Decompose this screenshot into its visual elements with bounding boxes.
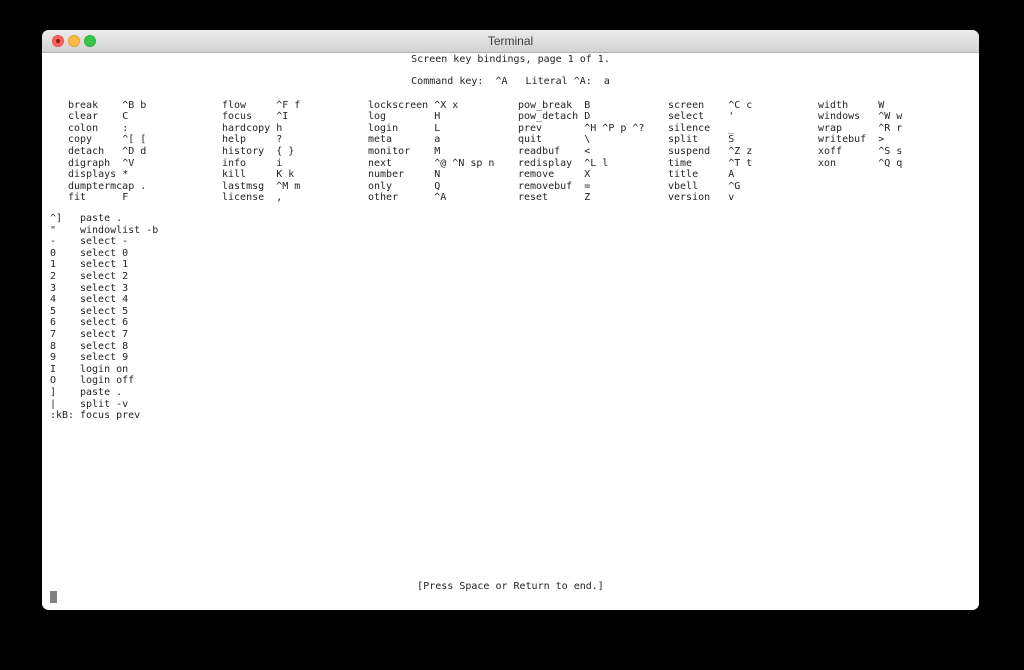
binding-entry xyxy=(368,99,459,112)
binding-keys: ^S s xyxy=(878,145,903,157)
binding-command: only xyxy=(368,180,393,192)
binding-entry xyxy=(518,169,591,181)
binding-entry xyxy=(818,157,903,170)
key-list-row xyxy=(42,213,979,225)
binding-keys: i xyxy=(276,157,283,169)
binding-command: removebuf xyxy=(518,180,573,192)
binding-command: windows xyxy=(818,111,861,123)
key-char: 6 xyxy=(50,317,57,329)
binding-keys: ' xyxy=(728,111,735,123)
binding-entry xyxy=(368,192,447,204)
binding-command: displays xyxy=(68,169,117,181)
binding-entry xyxy=(222,180,301,193)
key-char: 7 xyxy=(50,329,57,340)
binding-command: break xyxy=(68,99,99,111)
key-action: paste . xyxy=(80,213,123,224)
key-action: select - xyxy=(80,236,129,248)
binding-entry xyxy=(222,111,289,123)
binding-entry xyxy=(68,111,129,123)
key-list-row xyxy=(42,259,979,271)
binding-command: writebuf xyxy=(818,134,867,146)
binding-keys: ^R r xyxy=(878,122,903,134)
binding-keys: > xyxy=(878,134,885,146)
binding-entry xyxy=(668,169,735,181)
binding-command: history xyxy=(222,145,265,157)
key-char: 8 xyxy=(50,340,57,352)
binding-entry xyxy=(518,99,591,112)
binding-entry xyxy=(68,180,147,193)
key-list-row xyxy=(42,306,979,318)
key-action: select 8 xyxy=(80,340,129,352)
binding-keys: ^F f xyxy=(276,99,301,111)
binding-keys: ? xyxy=(276,134,283,146)
binding-keys: * xyxy=(122,169,129,181)
binding-command: clear xyxy=(68,111,99,123)
binding-entry xyxy=(818,145,903,158)
binding-keys: ^B b xyxy=(122,99,147,111)
binding-entry xyxy=(68,157,135,170)
binding-entry xyxy=(68,122,129,135)
binding-command: kill xyxy=(222,169,247,181)
binding-command: split xyxy=(668,134,699,146)
binding-keys: ^[ [ xyxy=(122,134,147,146)
binding-command: digraph xyxy=(68,157,111,169)
key-action: paste . xyxy=(80,387,123,398)
binding-entry xyxy=(222,99,301,112)
binding-entry xyxy=(368,134,441,146)
traffic-lights xyxy=(52,35,96,47)
key-char: ] xyxy=(50,387,57,398)
binding-keys: F xyxy=(122,192,129,204)
key-action: login off xyxy=(80,375,135,387)
binding-entry xyxy=(518,145,591,158)
binding-entry xyxy=(518,111,591,123)
binding-entry xyxy=(222,134,283,146)
binding-entry xyxy=(368,111,441,123)
binding-keys: a xyxy=(434,134,441,146)
binding-keys: A xyxy=(728,169,735,181)
binding-keys: , xyxy=(276,192,283,204)
key-list-row xyxy=(42,410,979,422)
binding-keys: X xyxy=(584,169,591,181)
binding-command: prev xyxy=(518,122,543,134)
binding-keys: ^@ ^N sp n xyxy=(434,157,495,169)
binding-command: license xyxy=(222,192,265,204)
binding-entry xyxy=(68,192,129,204)
key-action: select 9 xyxy=(80,352,129,364)
binding-command: hardcopy xyxy=(222,122,271,134)
binding-entry xyxy=(668,180,741,193)
binding-keys: B xyxy=(584,99,591,111)
binding-entry xyxy=(668,157,753,170)
binding-keys: ^Z z xyxy=(728,145,753,157)
key-action: select 7 xyxy=(80,329,129,340)
binding-keys: M xyxy=(434,145,441,157)
binding-entry xyxy=(818,134,885,146)
key-action: select 3 xyxy=(80,282,129,294)
binding-entry xyxy=(668,192,735,204)
zoom-button[interactable] xyxy=(84,35,96,47)
binding-keys: ^T t xyxy=(728,157,753,169)
binding-entry xyxy=(518,122,645,135)
binding-entry xyxy=(222,169,295,181)
binding-entry xyxy=(222,145,295,158)
binding-keys: v xyxy=(728,192,735,204)
binding-entry xyxy=(818,122,903,135)
binding-command: pow_break xyxy=(518,99,573,111)
key-action: select 2 xyxy=(80,271,129,282)
binding-keys: ^C c xyxy=(728,99,753,111)
binding-keys: L xyxy=(434,122,441,134)
binding-keys: ^I xyxy=(276,111,289,123)
key-char: 3 xyxy=(50,282,57,294)
binding-command: info xyxy=(222,157,247,169)
key-char: 0 xyxy=(50,247,57,259)
binding-keys: _ xyxy=(728,122,735,134)
binding-keys: ^L l xyxy=(584,157,609,169)
binding-command: remove xyxy=(518,169,555,181)
binding-keys: ^M m xyxy=(276,180,301,192)
key-char: I xyxy=(50,363,57,375)
binding-command: flow xyxy=(222,99,247,111)
binding-keys: ^H ^P p ^? xyxy=(584,122,645,134)
terminal-cursor xyxy=(50,591,57,603)
binding-entry xyxy=(68,169,129,181)
binding-command: screen xyxy=(668,99,705,111)
binding-command: lockscreen xyxy=(368,99,429,111)
binding-command: next xyxy=(368,157,393,169)
key-char: | xyxy=(50,398,57,410)
command-key-line: Command key: ^A Literal ^A: a xyxy=(411,76,610,87)
binding-command: login xyxy=(368,122,399,134)
binding-entry xyxy=(668,134,735,146)
key-char: " xyxy=(50,224,57,236)
binding-command: wrap xyxy=(818,122,843,134)
key-char: ^] xyxy=(50,213,63,224)
binding-command: log xyxy=(368,111,387,123)
key-char: 1 xyxy=(50,259,57,271)
key-action: select 4 xyxy=(80,294,129,306)
binding-keys: ^W w xyxy=(878,111,903,123)
binding-keys: K k xyxy=(276,169,295,181)
key-char: - xyxy=(50,236,57,248)
key-list-row xyxy=(42,225,979,237)
binding-entry xyxy=(368,122,441,135)
key-action: split -v xyxy=(80,398,129,410)
key-list-row xyxy=(42,399,979,411)
binding-entry xyxy=(668,111,735,123)
binding-keys: ^D d xyxy=(122,145,147,157)
binding-command: version xyxy=(668,192,711,204)
binding-entry xyxy=(68,134,147,146)
binding-entry xyxy=(222,192,283,204)
key-char: 4 xyxy=(50,294,57,306)
binding-entry xyxy=(518,157,609,170)
binding-entry xyxy=(518,180,591,193)
binding-command: other xyxy=(368,192,399,204)
terminal-screen[interactable] xyxy=(42,53,979,610)
binding-keys: : xyxy=(122,122,129,134)
binding-keys: ^X x xyxy=(434,99,459,111)
binding-command: monitor xyxy=(368,145,411,157)
binding-command: silence xyxy=(668,122,711,134)
binding-keys: < xyxy=(584,145,591,157)
binding-command: colon xyxy=(68,122,99,134)
binding-keys: N xyxy=(434,169,441,181)
binding-keys: ^A xyxy=(434,192,447,204)
binding-keys: { } xyxy=(276,145,295,157)
binding-command: reset xyxy=(518,192,549,204)
titlebar[interactable] xyxy=(42,30,979,53)
binding-command: focus xyxy=(222,111,253,123)
binding-entry xyxy=(518,192,591,204)
key-list-row xyxy=(42,329,979,341)
key-char: 2 xyxy=(50,271,57,282)
binding-command: number xyxy=(368,169,405,181)
binding-keys: ^Q q xyxy=(878,157,903,169)
binding-command: dumptermcap xyxy=(68,180,135,192)
binding-keys: . xyxy=(140,180,147,192)
key-list-row xyxy=(42,341,979,353)
binding-keys: Q xyxy=(434,180,441,192)
key-action: select 5 xyxy=(80,305,129,317)
binding-entry xyxy=(222,157,283,170)
binding-entry xyxy=(368,145,441,158)
binding-command: width xyxy=(818,99,849,111)
key-action: select 0 xyxy=(80,247,129,259)
binding-entry xyxy=(368,180,441,193)
key-list-row xyxy=(42,294,979,306)
binding-entry xyxy=(68,145,147,158)
binding-keys: = xyxy=(584,180,591,192)
binding-entry xyxy=(68,99,147,112)
binding-command: lastmsg xyxy=(222,180,265,192)
binding-keys: h xyxy=(276,122,283,134)
binding-keys: Z xyxy=(584,192,591,204)
binding-command: time xyxy=(668,157,693,169)
key-list-row xyxy=(42,271,979,283)
binding-command: xoff xyxy=(818,145,843,157)
binding-entry xyxy=(222,122,283,135)
binding-command: redisplay xyxy=(518,157,573,169)
binding-entry xyxy=(668,99,753,112)
binding-keys: D xyxy=(584,111,591,123)
key-action: windowlist -b xyxy=(80,224,159,236)
binding-entry xyxy=(818,111,903,123)
key-action: select 6 xyxy=(80,317,129,329)
binding-command: xon xyxy=(818,157,837,169)
binding-entry xyxy=(668,122,735,135)
key-list-row xyxy=(42,387,979,399)
binding-keys: W xyxy=(878,99,885,111)
footer-message: [Press Space or Return to end.] xyxy=(417,581,604,592)
binding-command: help xyxy=(222,134,247,146)
window-title: Terminal xyxy=(487,34,534,48)
key-char: 5 xyxy=(50,305,57,317)
key-action: select 1 xyxy=(80,259,129,271)
binding-keys: ^V xyxy=(122,157,135,169)
close-button[interactable] xyxy=(52,35,64,47)
key-action: focus prev xyxy=(80,410,141,422)
minimize-button[interactable] xyxy=(68,35,80,47)
key-char: O xyxy=(50,375,57,387)
key-char: :kB: xyxy=(50,410,75,422)
key-list-row xyxy=(42,352,979,364)
binding-keys: ^G xyxy=(728,180,741,192)
terminal-window xyxy=(42,30,979,610)
binding-command: quit xyxy=(518,134,543,146)
binding-entry xyxy=(518,134,591,146)
key-list-row xyxy=(42,283,979,295)
key-char: 9 xyxy=(50,352,57,364)
binding-keys: H xyxy=(434,111,441,123)
binding-command: fit xyxy=(68,192,87,204)
key-list-row xyxy=(42,248,979,260)
key-list-row xyxy=(42,317,979,329)
binding-entry xyxy=(668,145,753,158)
help-page-title: Screen key bindings, page 1 of 1. xyxy=(411,54,610,65)
binding-command: vbell xyxy=(668,180,699,192)
binding-keys: \ xyxy=(584,134,591,146)
binding-command: meta xyxy=(368,134,393,146)
binding-command: select xyxy=(668,111,705,123)
binding-entry xyxy=(368,157,495,170)
binding-command: copy xyxy=(68,134,93,146)
binding-keys: S xyxy=(728,134,735,146)
binding-command: readbuf xyxy=(518,145,561,157)
binding-keys: C xyxy=(122,111,129,123)
binding-command: detach xyxy=(68,145,105,157)
binding-command: suspend xyxy=(668,145,711,157)
binding-entry xyxy=(818,99,885,112)
key-list-row xyxy=(42,364,979,376)
binding-command: title xyxy=(668,169,699,181)
key-list-row xyxy=(42,236,979,248)
key-action: login on xyxy=(80,363,129,375)
binding-command: pow_detach xyxy=(518,111,579,123)
key-list-row xyxy=(42,375,979,387)
binding-entry xyxy=(368,169,441,181)
